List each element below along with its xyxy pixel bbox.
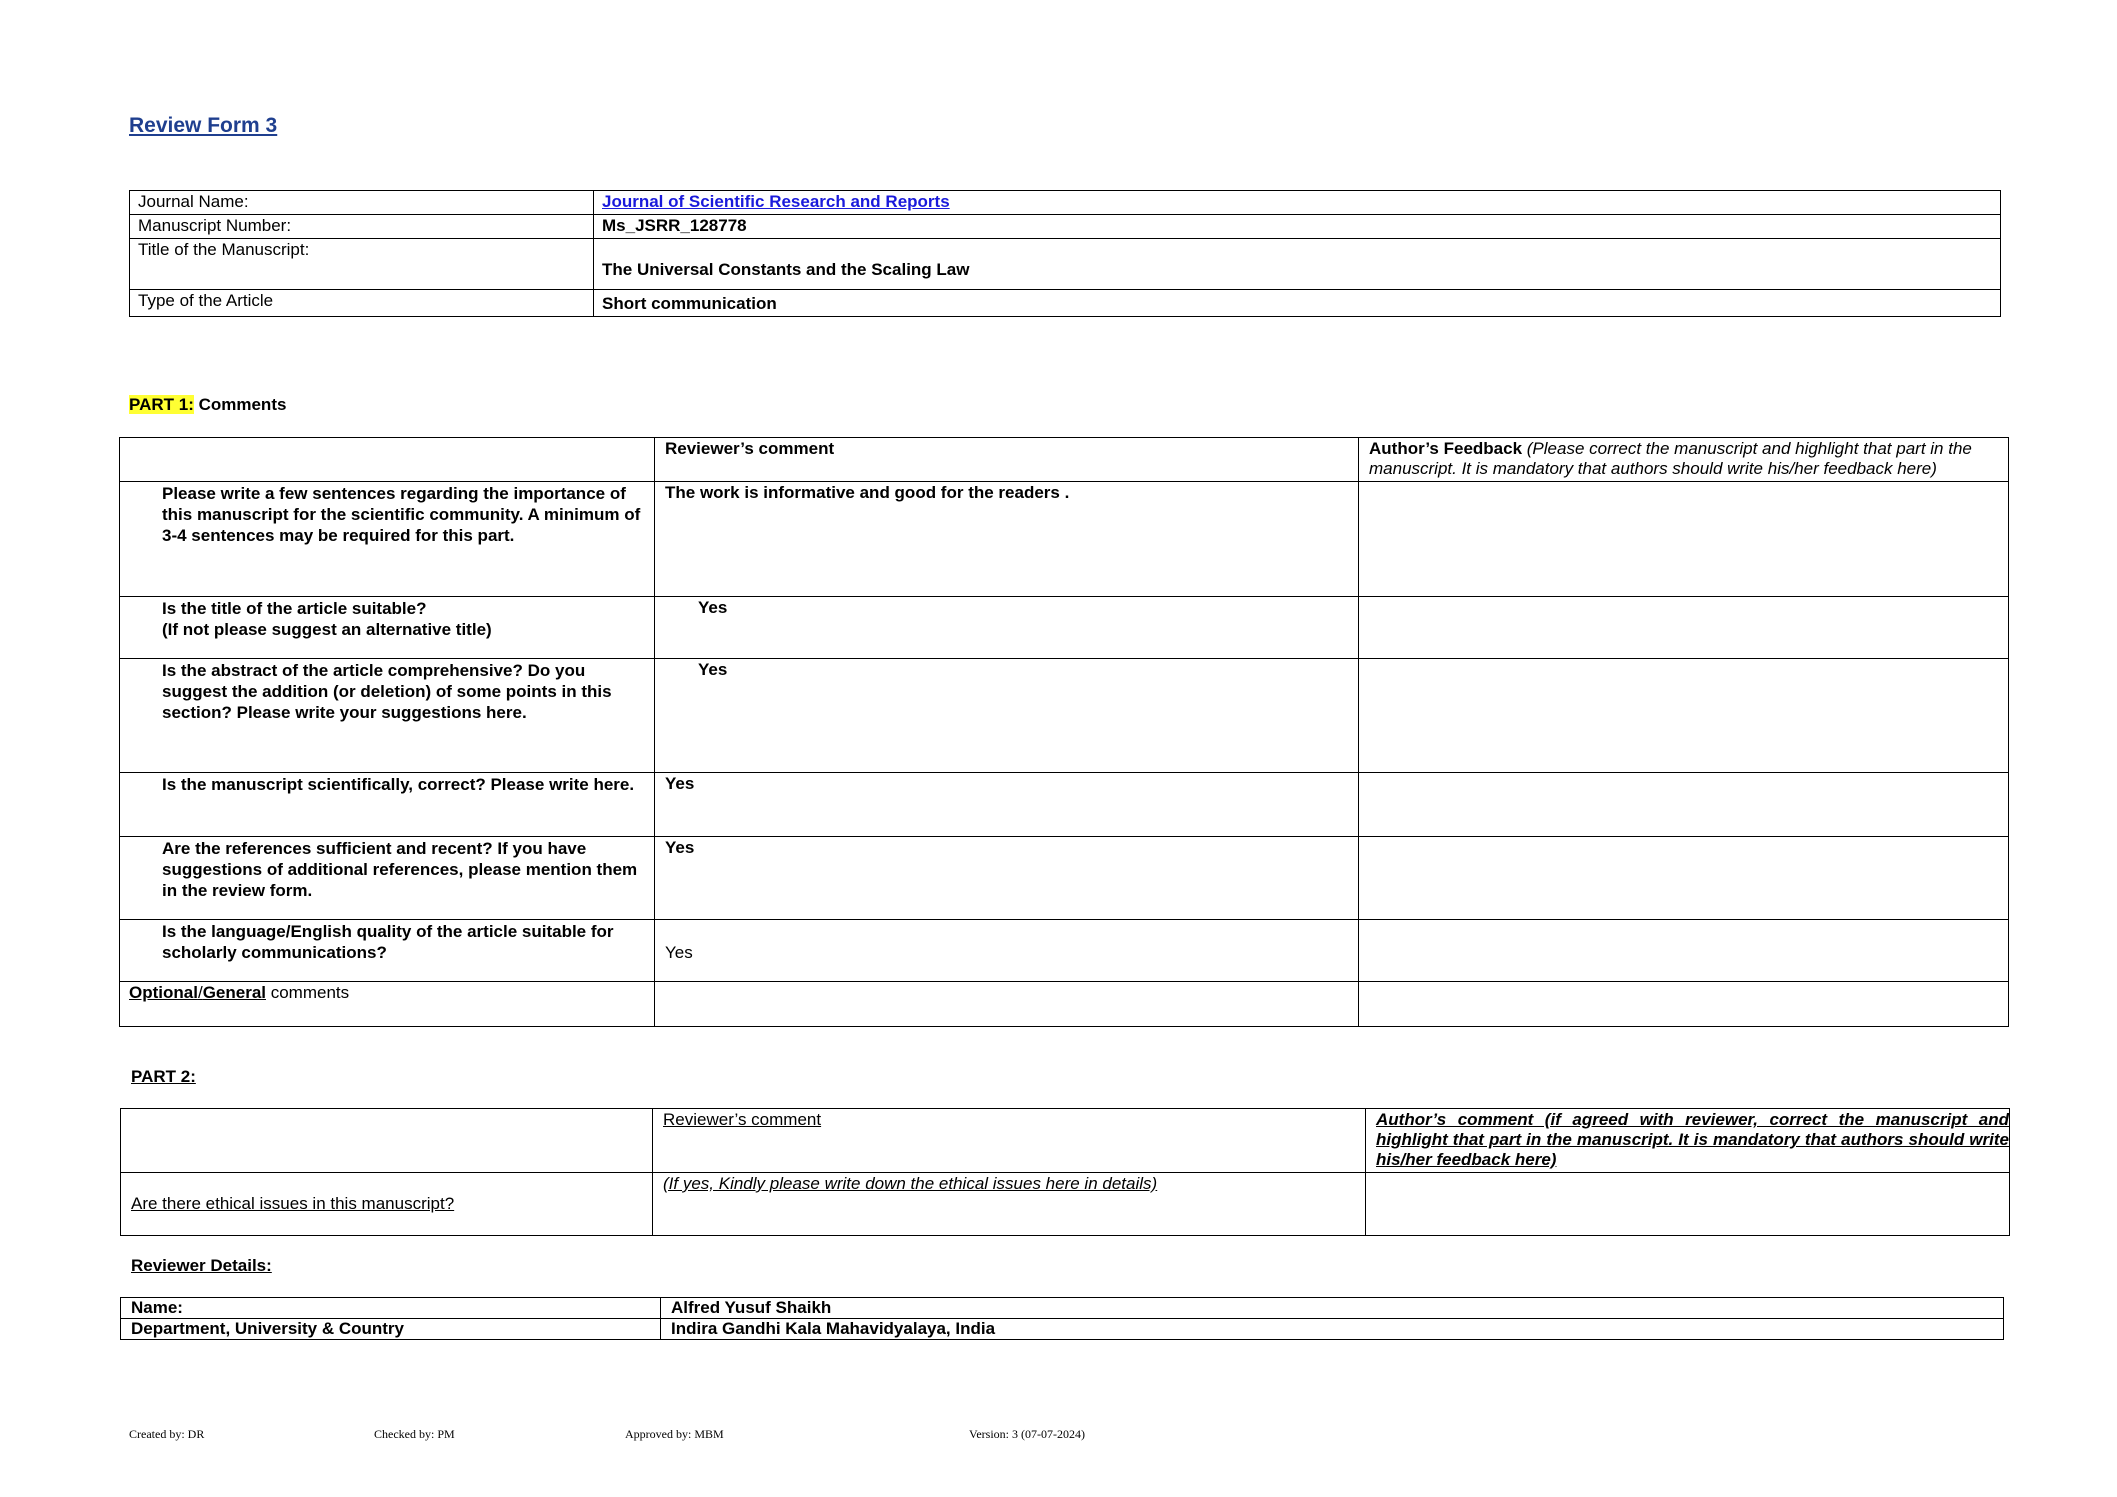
reviewer-details-label: Reviewer Details: xyxy=(131,1256,272,1275)
journal-name-link[interactable]: Journal of Scientific Research and Reports xyxy=(602,192,950,211)
form-title: Review Form 3 xyxy=(129,114,278,137)
part1-header-row xyxy=(120,438,2009,482)
journal-name-cell xyxy=(594,191,2001,215)
part1-label-rest: Comments xyxy=(193,395,287,414)
author-feedback-scientific[interactable] xyxy=(1359,773,2009,837)
comment-importance[interactable]: The work is informative and good for the readers . xyxy=(655,482,1359,597)
article-type-label: Type of the Article xyxy=(130,290,594,317)
reviewer-name-value: Alfred Yusuf Shaikh xyxy=(661,1298,2004,1319)
optional-comments-row xyxy=(120,982,2009,1027)
question-importance: Please write a few sentences regarding the importance of this manuscript for the scientific community. A minimum of 3-4 sentences may be required for this part. xyxy=(120,482,655,597)
manuscript-number-label: Manuscript Number: xyxy=(130,215,594,239)
optional-label-b: General xyxy=(202,983,266,1002)
optional-comments-author[interactable] xyxy=(1359,982,2009,1027)
optional-comments-reviewer[interactable] xyxy=(655,982,1359,1027)
ethical-question: Are there ethical issues in this manuscript? xyxy=(121,1173,653,1236)
manuscript-title-label: Title of the Manuscript: xyxy=(130,239,594,290)
part2-header-author: Author’s comment (if agreed with reviewer, correct the manuscript and highlight that part in the manuscript. It is mandatory that authors should write his/her feedback here) xyxy=(1366,1109,2010,1173)
part2-header-reviewer: Reviewer’s comment xyxy=(653,1109,1366,1173)
question-references: Are the references sufficient and recent? If you have suggestions of additional references, please mention them in the review form. xyxy=(120,837,655,920)
table-row xyxy=(120,837,2009,920)
ethical-comment[interactable]: (If yes, Kindly please write down the ethical issues here in details) xyxy=(653,1173,1366,1236)
part2-label: PART 2: xyxy=(131,1067,196,1086)
author-feedback-references[interactable] xyxy=(1359,837,2009,920)
comment-scientific[interactable]: Yes xyxy=(655,773,1359,837)
journal-name-row xyxy=(130,191,2001,215)
part2-header-empty xyxy=(121,1109,653,1173)
manuscript-title-row xyxy=(130,239,2001,290)
ethical-row xyxy=(121,1173,2010,1236)
reviewer-name-row xyxy=(121,1298,2004,1319)
comment-language[interactable]: Yes xyxy=(655,920,1359,982)
part1-header-reviewer: Reviewer’s comment xyxy=(655,438,1359,482)
author-feedback-language[interactable] xyxy=(1359,920,2009,982)
author-feedback-title[interactable] xyxy=(1359,597,2009,659)
table-row xyxy=(120,773,2009,837)
question-title xyxy=(120,597,655,659)
question-language: Is the language/English quality of the article suitable for scholarly communications? xyxy=(120,920,655,982)
journal-info-table xyxy=(129,190,2001,317)
question-title-line1: Is the title of the article suitable? xyxy=(162,599,427,618)
footer-approved: Approved by: MBM xyxy=(625,1427,724,1441)
reviewer-dept-value: Indira Gandhi Kala Mahavidyalaya, India xyxy=(661,1319,2004,1340)
manuscript-number-value: Ms_JSRR_128778 xyxy=(594,215,2001,239)
table-row xyxy=(120,659,2009,773)
comment-references[interactable]: Yes xyxy=(655,837,1359,920)
part1-header-author xyxy=(1359,438,2009,482)
article-type-row xyxy=(130,290,2001,317)
question-scientific: Is the manuscript scientifically, correct? Please write here. xyxy=(120,773,655,837)
table-row xyxy=(120,482,2009,597)
footer-version: Version: 3 (07-07-2024) xyxy=(969,1427,1085,1441)
reviewer-name-label: Name: xyxy=(121,1298,661,1319)
part1-header-empty xyxy=(120,438,655,482)
manuscript-title-value: The Universal Constants and the Scaling Law xyxy=(602,260,970,279)
author-feedback-abstract[interactable] xyxy=(1359,659,2009,773)
footer-checked: Checked by: PM xyxy=(374,1427,455,1441)
part2-table xyxy=(120,1108,2010,1236)
optional-comments-label xyxy=(120,982,655,1027)
question-abstract: Is the abstract of the article comprehensive? Do you suggest the addition (or deletion) of some points in this section? Please write your suggestions here. xyxy=(120,659,655,773)
footer-created: Created by: DR xyxy=(129,1427,205,1441)
comment-title[interactable]: Yes xyxy=(655,597,1359,659)
article-type-value: Short communication xyxy=(594,290,2001,317)
part1-header-author-italic: (Please correct the manuscript and highlight that part in the manuscript. It is mandatory that authors should write his/her feedback here) xyxy=(1369,439,1972,478)
part2-header-row xyxy=(121,1109,2010,1173)
journal-name-label: Journal Name: xyxy=(130,191,594,215)
manuscript-title-cell xyxy=(594,239,2001,290)
ethical-author-comment[interactable] xyxy=(1366,1173,2010,1236)
optional-label-a: Optional xyxy=(129,983,198,1002)
part1-header-author-bold: Author’s Feedback xyxy=(1369,439,1523,458)
author-feedback-importance[interactable] xyxy=(1359,482,2009,597)
reviewer-dept-row xyxy=(121,1319,2004,1340)
part1-label xyxy=(129,395,286,415)
table-row xyxy=(120,597,2009,659)
question-title-line2: (If not please suggest an alternative title) xyxy=(162,620,492,639)
optional-label-rest: comments xyxy=(266,983,350,1002)
optional-label-sep: / xyxy=(197,983,203,1002)
table-row xyxy=(120,920,2009,982)
comment-abstract[interactable]: Yes xyxy=(655,659,1359,773)
reviewer-details-table xyxy=(120,1297,2004,1340)
part1-label-highlight: PART 1: xyxy=(129,395,194,414)
manuscript-number-row xyxy=(130,215,2001,239)
part1-table xyxy=(119,437,2009,1027)
reviewer-dept-label: Department, University & Country xyxy=(121,1319,661,1340)
